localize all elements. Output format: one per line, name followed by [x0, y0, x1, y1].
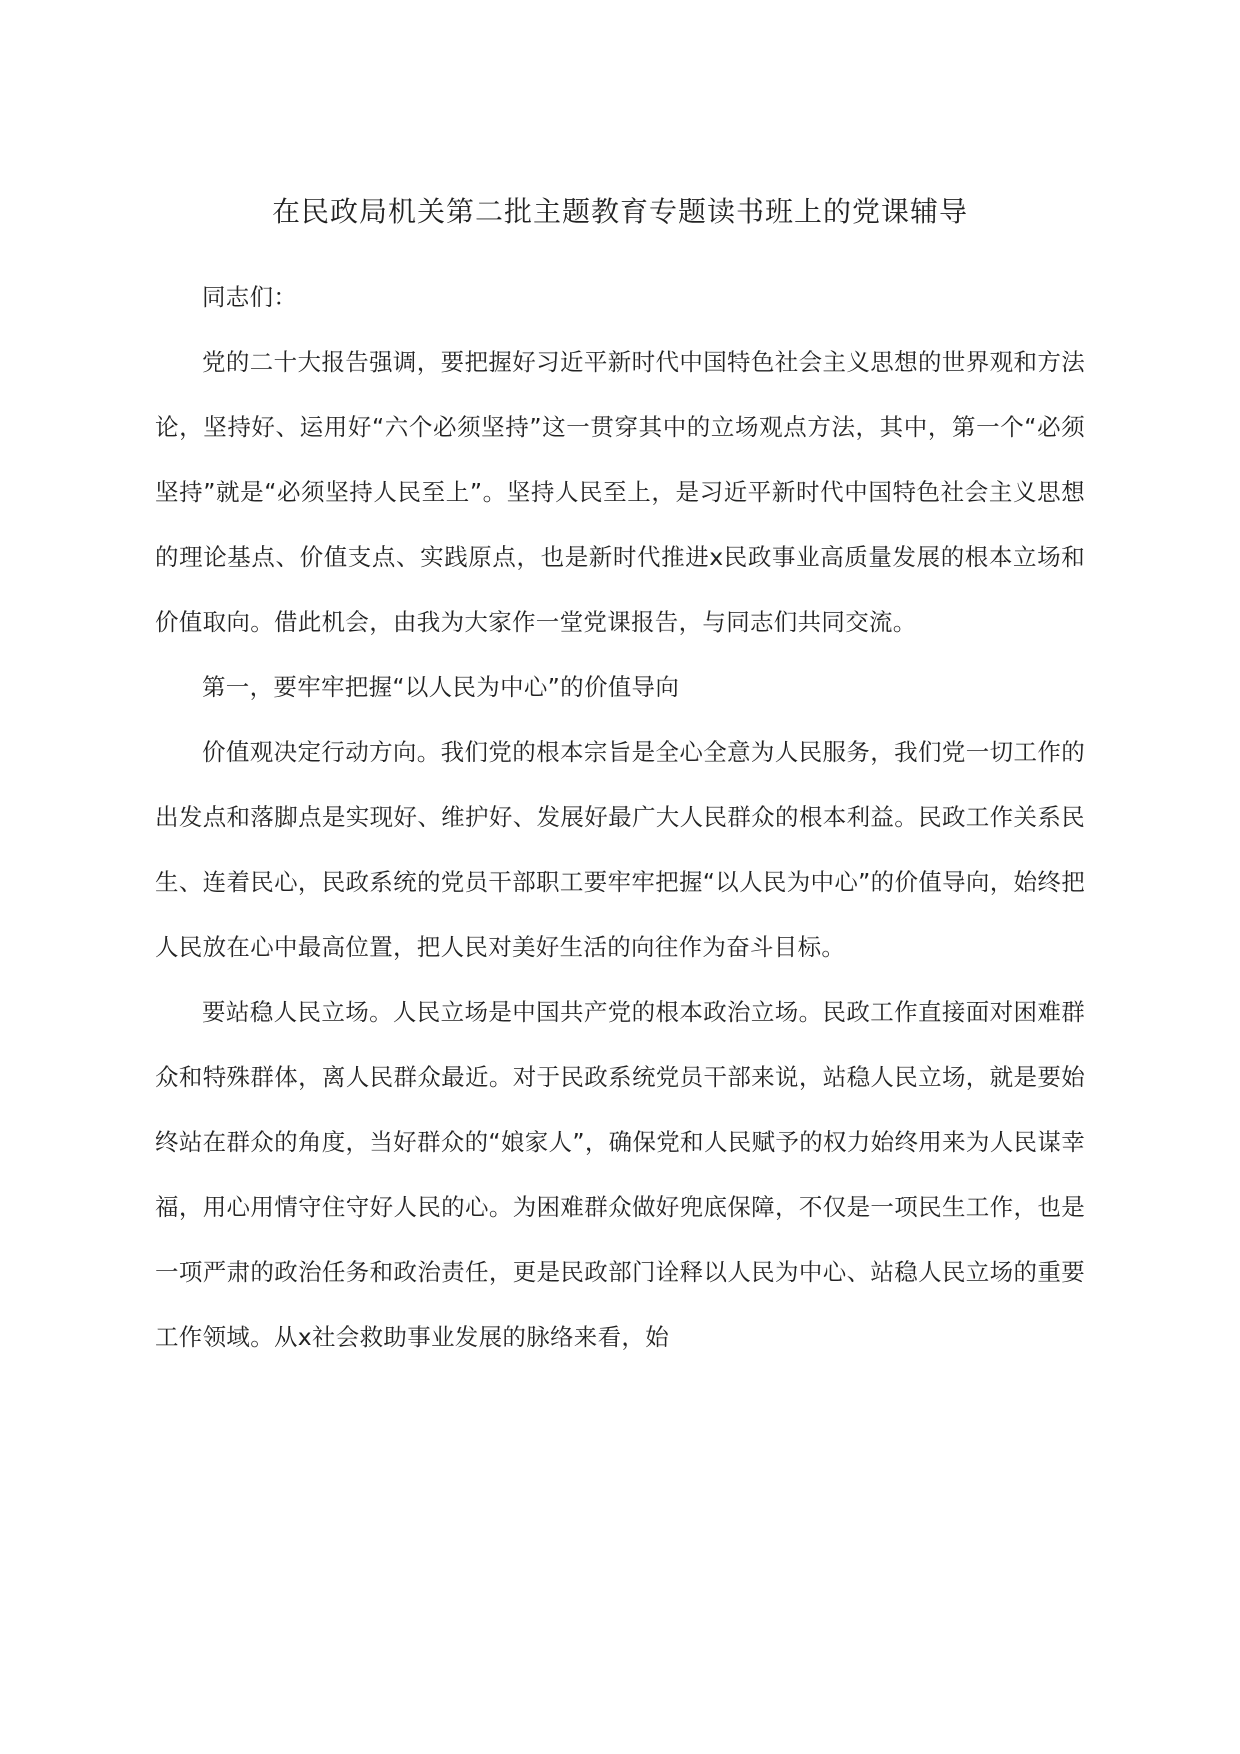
paragraph-intro: 党的二十大报告强调，要把握好习近平新时代中国特色社会主义思想的世界观和方法论，坚持好、运用好“六个必须坚持”这一贯穿其中的立场观点方法，其中，第一个“必须坚持”就是“必须坚持人民至上”。坚持人民至上，是习近平新时代中国特色社会主义思想的理论基点、价值支点、实践原点，也是新时代推进x民政事业高质量发展的根本立场和价值取向。借此机会，由我为大家作一堂党课报告，与同志们共同交流。: [155, 348, 1085, 636]
document-title: 在民政局机关第二批主题教育专题读书班上的党课辅导: [271, 195, 968, 228]
paragraph-value-orientation: 价值观决定行动方向。我们党的根本宗旨是全心全意为人民服务，我们党一切工作的出发点和落脚点是实现好、维护好、发展好最广大人民群众的根本利益。民政工作关系民生、连着民心，民政系统的党员干部职工要牢牢把握“以人民为中心”的价值导向，始终把人民放在心中最高位置，把人民对美好生活的向往作为奋斗目标。: [155, 738, 1085, 961]
document-body: [155, 265, 1085, 1370]
section-heading-1: 第一，要牢牢把握“以人民为中心”的价值导向: [202, 673, 680, 701]
paragraph-people-stance: 要站稳人民立场。人民立场是中国共产党的根本政治立场。民政工作直接面对困难群众和特殊群体，离人民群众最近。对于民政系统党员干部来说，站稳人民立场，就是要始终站在群众的角度，当好群众的“娘家人”，确保党和人民赋予的权力始终用来为人民谋幸福，用心用情守住守好人民的心。为困难群众做好兜底保障，不仅是一项民生工作，也是一项严肃的政治任务和政治责任，更是民政部门诠释以人民为中心、站稳人民立场的重要工作领域。从x社会救助事业发展的脉络来看，始: [155, 998, 1085, 1351]
salutation: 同志们：: [202, 283, 298, 311]
